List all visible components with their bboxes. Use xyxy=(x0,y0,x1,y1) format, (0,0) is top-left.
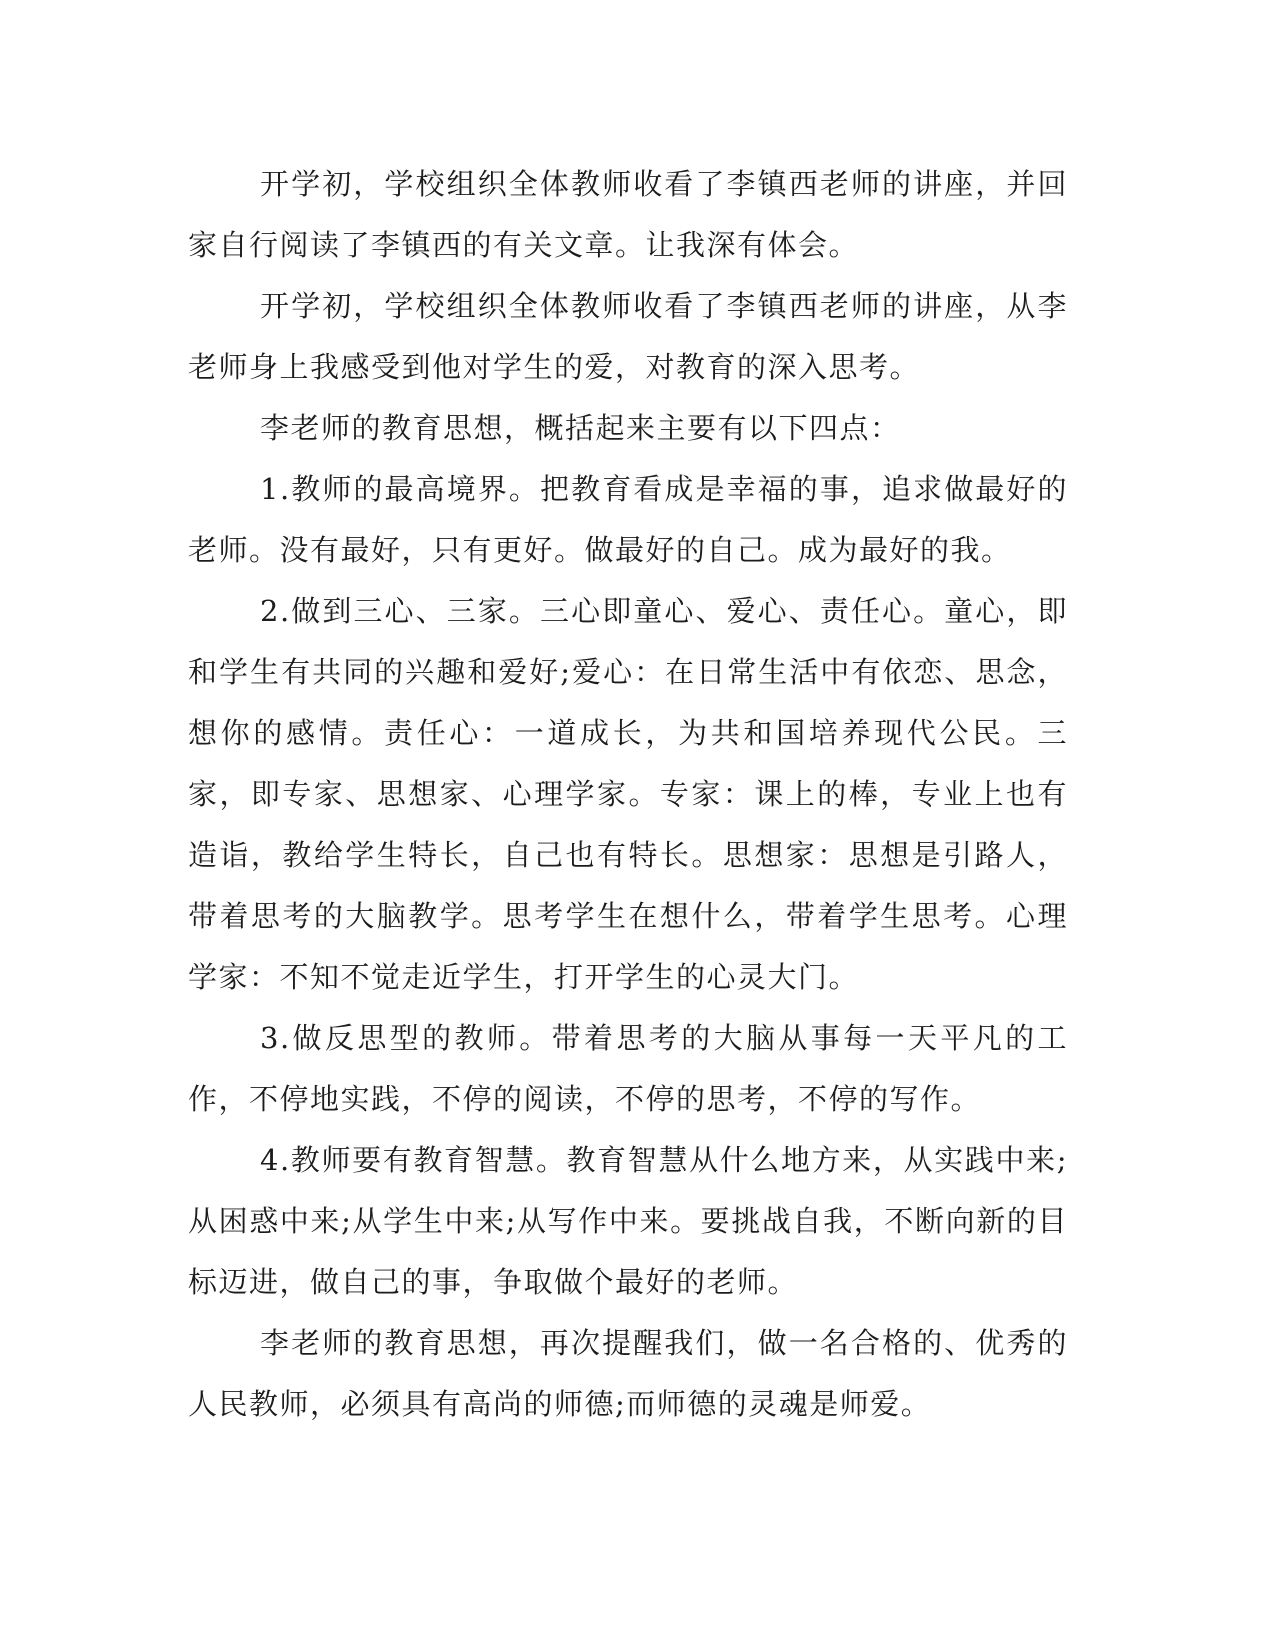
paragraph-point-2: 2.做到三心、三家。三心即童心、爱心、责任心。童心，即和学生有共同的兴趣和爱好;爱心：在日常生活中有依恋、思念，想你的感情。责任心：一道成长，为共和国培养现代公民。三家，即专家、思想家、心理学家。专家：课上的棒，专业上也有造诣，教给学生特长，自己也有特长。思想家：思想是引路人，带着思考的大脑教学。思考学生在想什么，带着学生思考。心理学家：不知不觉走近学生，打开学生的心灵大门。 xyxy=(188,594,1068,994)
paragraph-intro: 开学初，学校组织全体教师收看了李镇西老师的讲座，并回家自行阅读了李镇西的有关文章。让我深有体会。 xyxy=(188,167,1068,262)
document-page xyxy=(188,154,1068,1435)
paragraph-conclusion: 李老师的教育思想，再次提醒我们，做一名合格的、优秀的人民教师，必须具有高尚的师德;而师德的灵魂是师爱。 xyxy=(188,1326,1068,1421)
paragraph-point-4: 4.教师要有教育智慧。教育智慧从什么地方来，从实践中来;从困惑中来;从学生中来;从写作中来。要挑战自我，不断向新的目标迈进，做自己的事，争取做个最好的老师。 xyxy=(188,1143,1068,1299)
paragraph-summary-heading: 李老师的教育思想，概括起来主要有以下四点： xyxy=(260,411,901,445)
paragraph-point-1: 1.教师的最高境界。把教育看成是幸福的事，追求做最好的老师。没有最好，只有更好。做最好的自己。成为最好的我。 xyxy=(188,472,1068,567)
paragraph-point-3: 3.做反思型的教师。带着思考的大脑从事每一天平凡的工作，不停地实践，不停的阅读，不停的思考，不停的写作。 xyxy=(188,1021,1068,1116)
paragraph-lecture: 开学初，学校组织全体教师收看了李镇西老师的讲座，从李老师身上我感受到他对学生的爱，对教育的深入思考。 xyxy=(188,289,1068,384)
